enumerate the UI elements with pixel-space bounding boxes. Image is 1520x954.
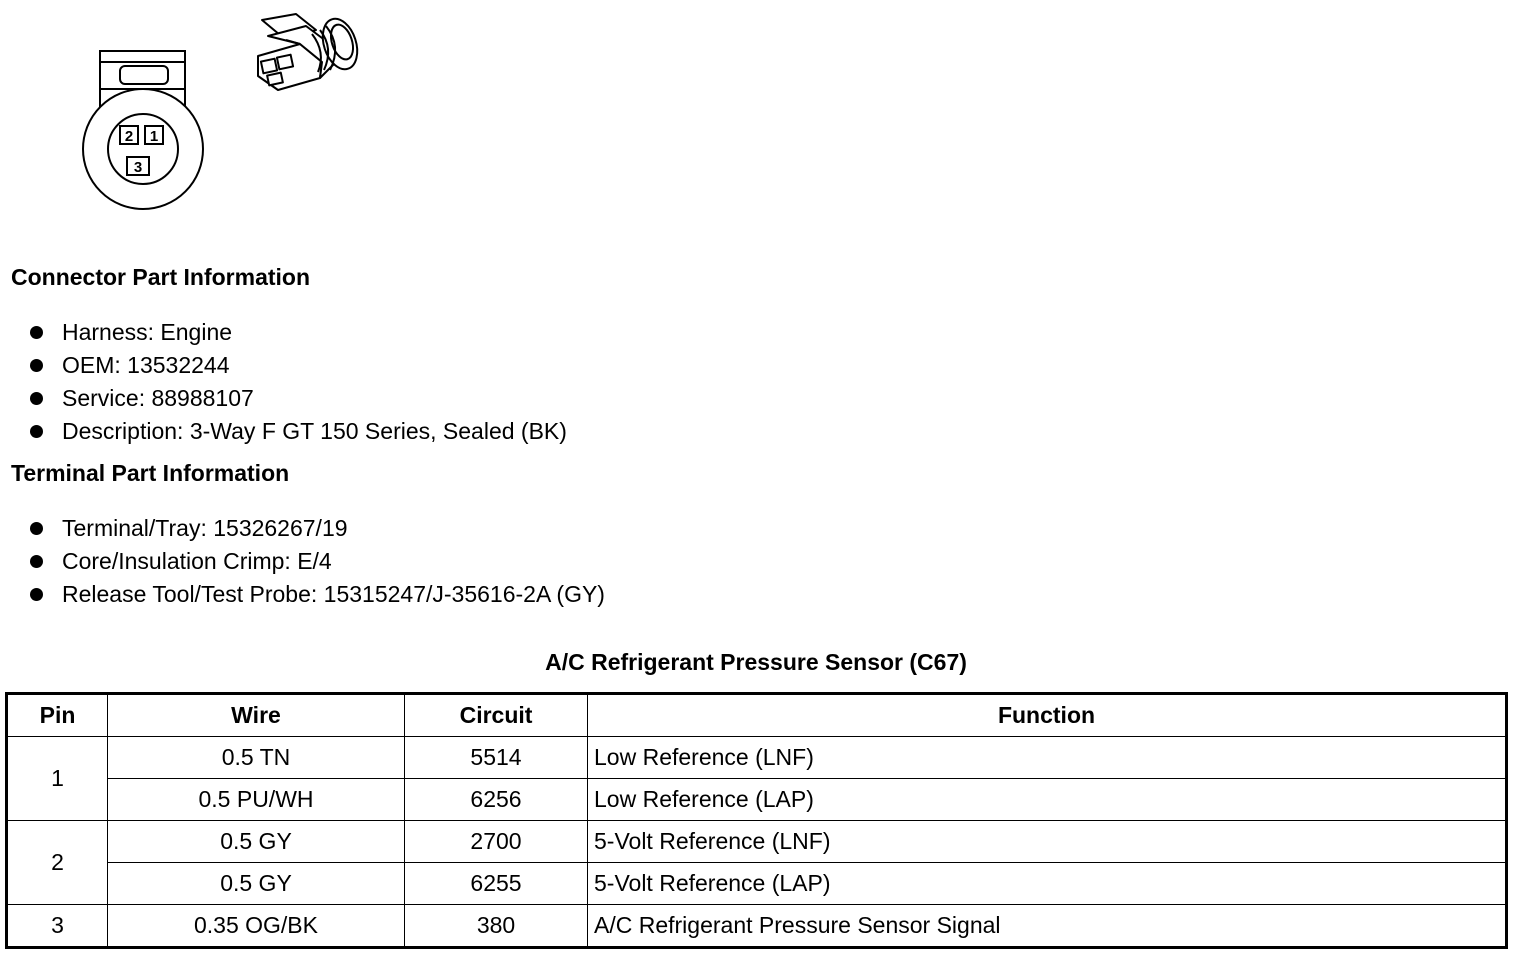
list-item: Release Tool/Test Probe: 15315247/J-35616-2A (GY)	[28, 578, 605, 611]
header-wire: Wire	[108, 694, 405, 737]
circuit-cell: 380	[405, 905, 588, 948]
function-cell: 5-Volt Reference (LNF)	[588, 821, 1507, 863]
header-pin: Pin	[7, 694, 108, 737]
pin-label-3: 3	[133, 159, 143, 176]
circuit-cell: 5514	[405, 737, 588, 779]
pin-label-2: 2	[124, 128, 134, 145]
function-cell: Low Reference (LNF)	[588, 737, 1507, 779]
pin-label-1: 1	[149, 128, 159, 145]
circuit-cell: 2700	[405, 821, 588, 863]
bullet-icon	[30, 425, 43, 438]
bullet-icon	[30, 555, 43, 568]
circuit-cell: 6256	[405, 779, 588, 821]
terminal-part-heading: Terminal Part Information	[11, 460, 290, 486]
table-row	[7, 863, 1507, 905]
connector-part-heading: Connector Part Information	[11, 264, 311, 290]
pin-cell: 1	[7, 737, 108, 821]
connector-isometric-view	[258, 14, 363, 90]
pin-cell: 3	[7, 905, 108, 948]
wire-cell: 0.35 OG/BK	[108, 905, 405, 948]
list-item: Harness: Engine	[28, 316, 567, 349]
bullet-icon	[30, 392, 43, 405]
wire-cell: 0.5 TN	[108, 737, 405, 779]
pin-cell: 2	[7, 821, 108, 905]
wire-cell: 0.5 PU/WH	[108, 779, 405, 821]
bullet-icon	[30, 359, 43, 372]
circuit-cell: 6255	[405, 863, 588, 905]
list-item: Description: 3-Way F GT 150 Series, Sealed (BK)	[28, 415, 567, 448]
list-item: Service: 88988107	[28, 382, 567, 415]
bullet-icon	[30, 522, 43, 535]
terminal-part-list	[28, 512, 605, 611]
pinout-table	[5, 692, 1508, 949]
list-item: Terminal/Tray: 15326267/19	[28, 512, 605, 545]
header-circuit: Circuit	[405, 694, 588, 737]
connector-face-view	[83, 51, 203, 209]
table-row	[7, 779, 1507, 821]
table-row	[7, 905, 1507, 948]
table-title: A/C Refrigerant Pressure Sensor (C67)	[545, 649, 967, 675]
wire-cell: 0.5 GY	[108, 863, 405, 905]
function-cell: 5-Volt Reference (LAP)	[588, 863, 1507, 905]
bullet-icon	[30, 326, 43, 339]
function-cell: Low Reference (LAP)	[588, 779, 1507, 821]
connector-diagram	[0, 0, 380, 220]
wire-cell: 0.5 GY	[108, 821, 405, 863]
table-row	[7, 821, 1507, 863]
list-item: OEM: 13532244	[28, 349, 567, 382]
table-row	[7, 737, 1507, 779]
bullet-icon	[30, 588, 43, 601]
table-header-row	[7, 694, 1507, 737]
list-item: Core/Insulation Crimp: E/4	[28, 545, 605, 578]
header-function: Function	[588, 694, 1507, 737]
function-cell: A/C Refrigerant Pressure Sensor Signal	[588, 905, 1507, 948]
connector-part-list	[28, 316, 567, 448]
